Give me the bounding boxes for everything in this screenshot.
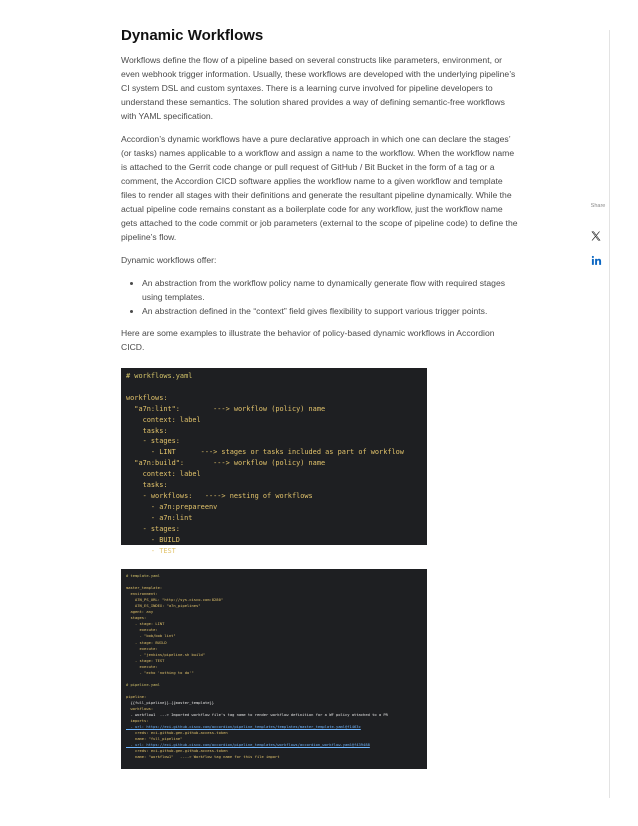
code-line: "a7n:build": ---> workflow (policy) name [126,459,326,468]
code-line [126,382,423,393]
code-line: environment: [126,592,158,597]
page-title: Dynamic Workflows [121,27,264,44]
code-block-template-pipeline [121,569,427,769]
code-line: imports: [126,719,149,724]
code-line: pipeline: [126,694,147,699]
code-line: name: "workflow1" ----> Workflow tag name for this file import [126,755,280,760]
code-line: - url: https://eci-github.cisco.com/accordion/pipeline_templates/templates/master_template.yaml@f1463c [126,725,361,730]
code-line: creds: eci-github.gen-github-access-token [126,749,228,754]
linkedin-icon[interactable] [591,255,602,266]
code-line: - a7n:lint [126,513,193,522]
code-line: - url: https://eci-github.cisco.com/accordion/pipeline_templates/workflows/accordion_workflow.yaml@f439488 [126,743,370,748]
code-line: tasks: [126,481,168,490]
x-icon[interactable] [590,230,602,242]
code-line: - workflows: ----> nesting of workflows [126,491,313,500]
code-line: context: label [126,415,201,424]
code-line: - a7n:prepareenv [126,502,218,511]
sidebar-divider [609,30,610,798]
code-line: workflows: [126,393,168,402]
share-label: Share [590,203,606,209]
bullet-list [121,276,519,318]
code-line: - stages: [126,437,180,446]
code-block-workflows [121,368,427,555]
paragraph-examples: Here are some examples to illustrate the behavior of policy-based dynamic workflows in Accordion CICD. [121,328,495,352]
paragraph-offer: Dynamic workflows offer: [121,255,217,265]
code-line: A7N_ES_INDEX: "a7n_pipelines" [126,604,201,609]
code-line: "a7n:lint": ---> workflow (policy) name [126,404,326,413]
code-line: - stages: [126,524,180,533]
list-item: • An abstraction defined in the “context” field gives flexibility to support various trigger points. [142,304,519,318]
code-line: - "echo 'nothing to do'" [126,670,194,675]
paragraph-intro: Workflows define the flow of a pipeline based on several constructs like parameters, environment, or even webhook trigger information. Usually, these workflows are developed with the underlying pipeline’s CI system DSL and custom syntaxes. There is a learning curve involved for pipeline developers to understand these semantics. The solution shared provides a way of defining semantic-free workflows with YAML specification. [121,55,516,121]
code-line: stages: [126,616,147,621]
code-line: - stage: BUILD [126,640,167,645]
code-line: - "bob/bob lint" [126,634,176,639]
list-item: • An abstraction from the workflow policy name to dynamically generate flow with required stages using templates. [142,276,519,304]
code-line: {{full_pipeline}}.{{master_template}} [126,700,215,705]
code-line: # template.yaml [126,574,160,578]
code-line: - BUILD [126,535,180,544]
code-line: agent: any [126,610,154,615]
code-line: execute: [126,646,158,651]
code-line: name: "full_pipeline" [126,737,183,742]
code-line: master_template: [126,586,163,591]
code-line: # workflows.yaml [126,372,193,380]
code-line: workflows: [126,707,154,712]
code-line: execute: [126,664,158,669]
code-line: A7N_PS_URL: "http://sys.cisco.com:8280" [126,598,224,603]
code-line: - "jenkins/pipeline.sh build" [126,652,206,657]
code-line: - LINT ---> stages or tasks included as part of workflow [126,448,404,457]
code-line: context: label [126,470,201,479]
code-line: creds: eci-github.gen-github-access-token [126,731,228,736]
code-line: execute: [126,628,158,633]
code-line: - workflow1 ---> Imported workflow file's tag name to render workflow definition for a WF policy attached to a PR [126,713,388,718]
code-line: # pipeline.yaml [126,682,160,687]
code-line: tasks: [126,426,168,435]
article [121,27,519,769]
code-line: - stage: LINT [126,622,165,627]
paragraph-accordion: Accordion’s dynamic workflows have a pure declarative approach in which one can declare the stages’ (or tasks) names applicable to a workflow and assign a name to the workflow. When the workflow name is attached to the Gerrit code change or pull request of GitHub / Bit Bucket in the form of a tag or a comment, the Accordion CICD software applies the workflow name to a given workflow and template files to render all stages with their definitions and generate the resultant pipeline dynamically. While the actual pipeline code remains constant as a boilerplate code for any workflow, just the workflow name gets attached to the code commit or job parameters (external to the scope of pipeline code) to define the pipeline’s flow. [121,134,518,242]
code-line: - TEST [126,546,176,555]
code-line: - stage: TEST [126,658,165,663]
